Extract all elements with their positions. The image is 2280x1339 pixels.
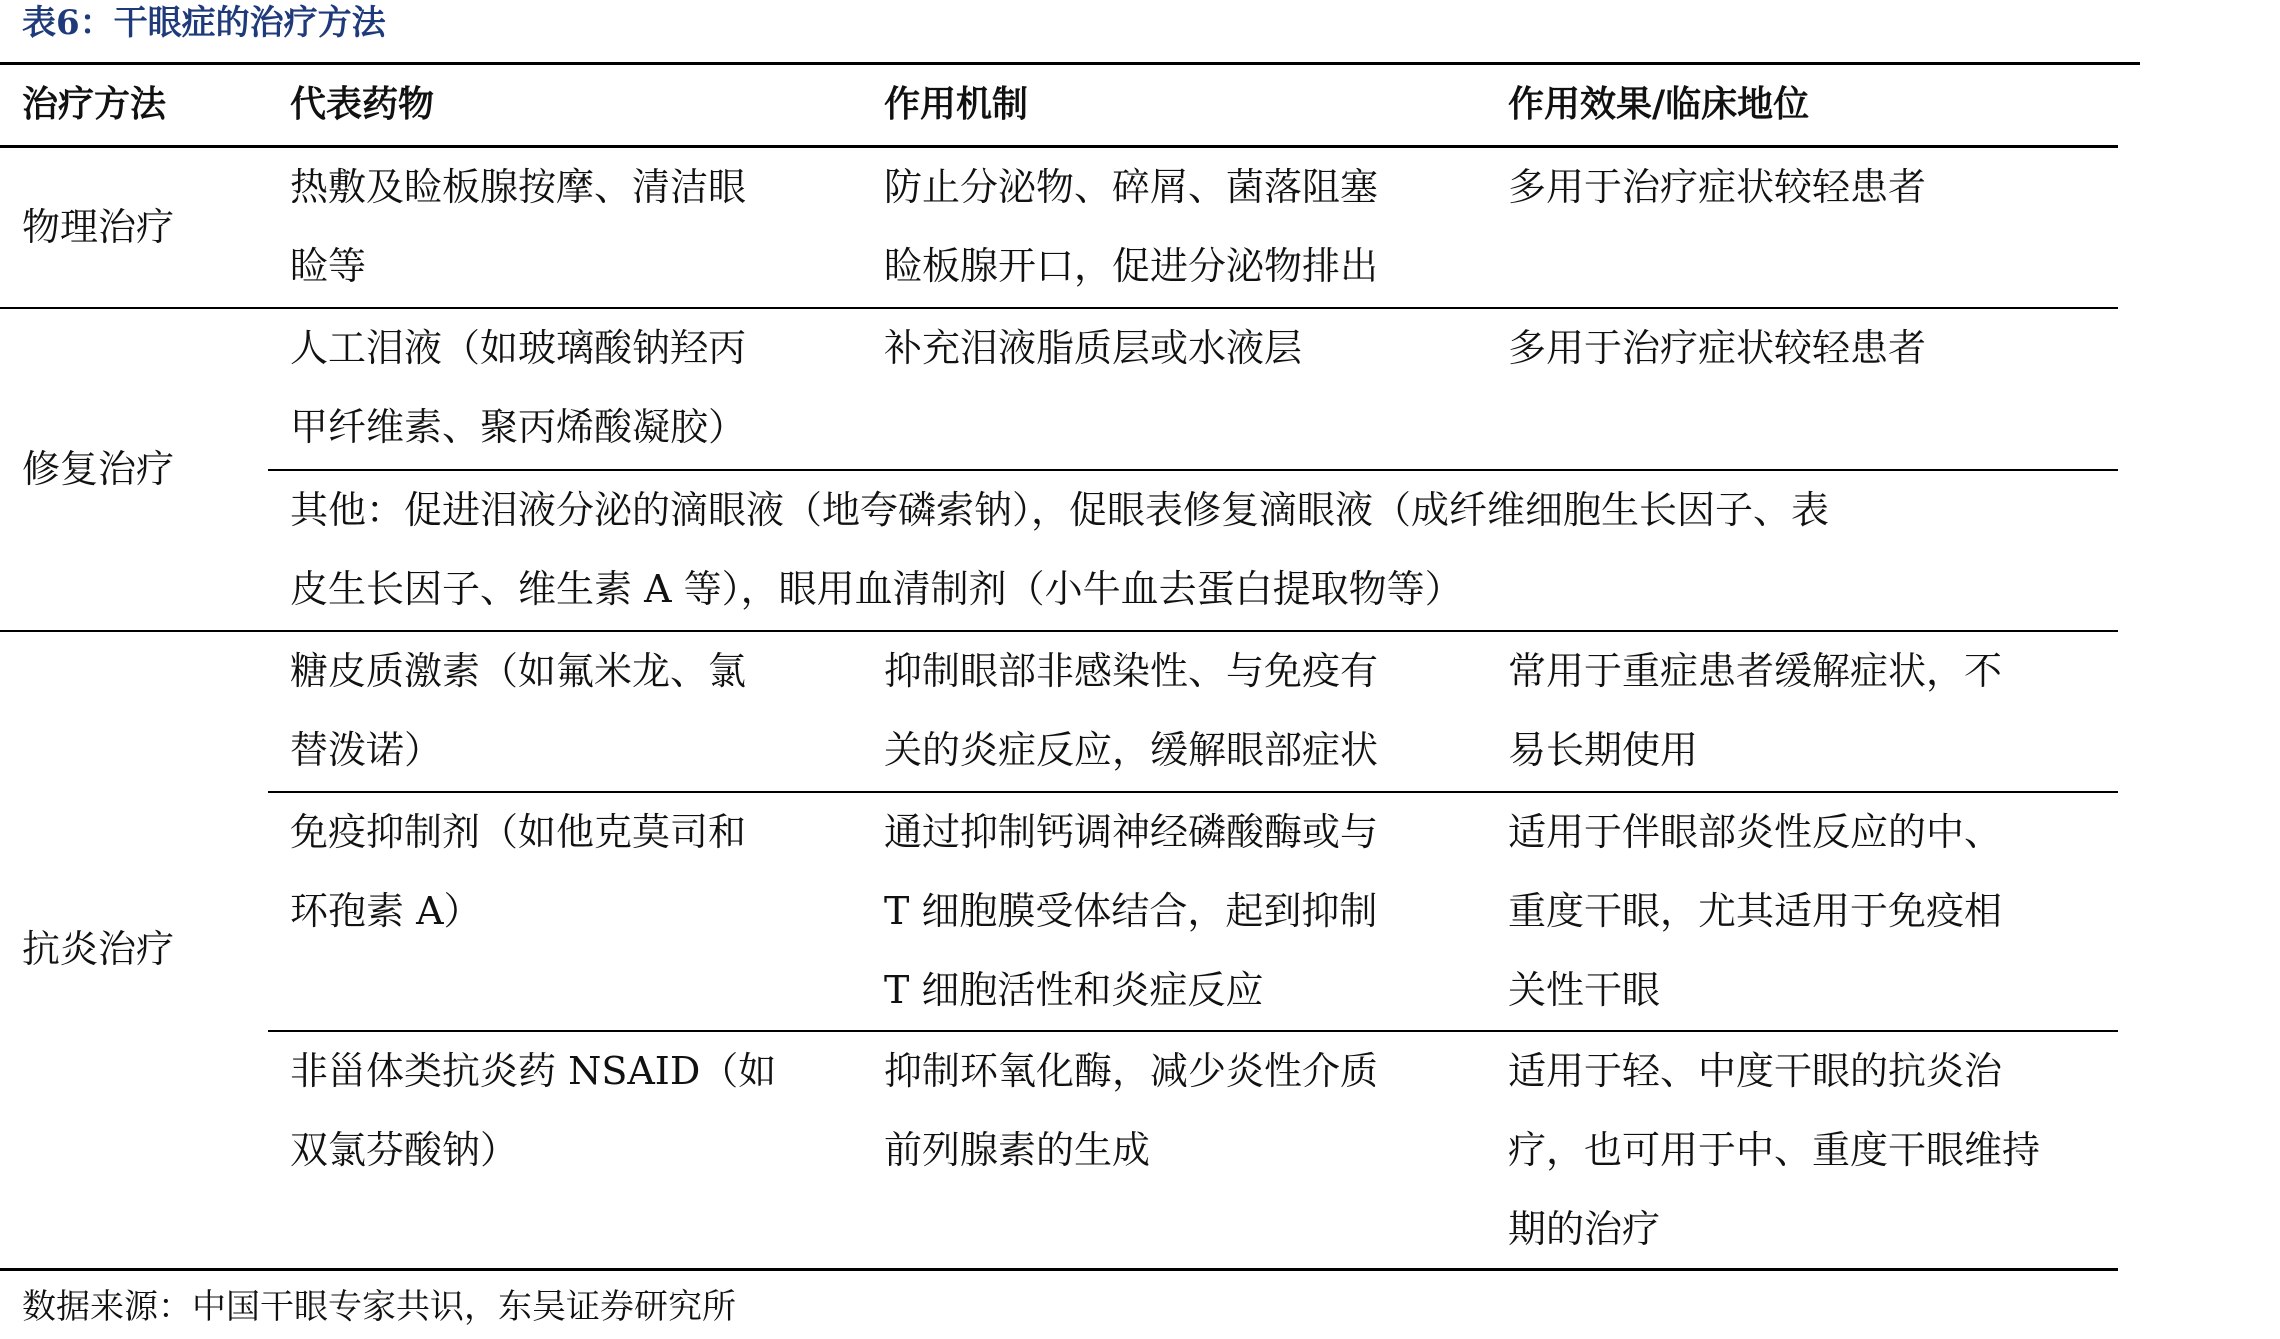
effect-line: 重度干眼，尤其适用于免疫相 bbox=[1508, 889, 2003, 933]
drug-line: 免疫抑制剂（如他克莫司和 bbox=[290, 810, 747, 854]
mechanism-line: 防止分泌物、碎屑、菌落阻塞 bbox=[884, 165, 1379, 209]
other-drugs-cell bbox=[290, 471, 1829, 629]
effect-line: 期的治疗 bbox=[1508, 1207, 1661, 1251]
table-title: 表6：干眼症的治疗方法 bbox=[22, 3, 386, 43]
other-line: 皮生长因子、维生素 A 等），眼用血清制剂（小牛血去蛋白提取物等） bbox=[290, 567, 1463, 611]
drug-line: 双氯芬酸钠） bbox=[290, 1128, 519, 1172]
drug-cell bbox=[290, 793, 746, 951]
method-cell: 物理治疗 bbox=[22, 205, 175, 249]
mechanism-cell bbox=[884, 793, 1378, 1030]
drug-cell bbox=[290, 1032, 776, 1190]
effect-line: 易长期使用 bbox=[1508, 728, 1699, 772]
drug-line: 睑等 bbox=[290, 244, 367, 288]
mechanism-line: 睑板腺开口，促进分泌物排出 bbox=[884, 244, 1379, 288]
mechanism-cell bbox=[884, 632, 1378, 790]
mechanism-line: 补充泪液脂质层或水液层 bbox=[884, 326, 1303, 370]
drug-cell bbox=[290, 632, 746, 790]
drug-line: 热敷及睑板腺按摩、清洁眼 bbox=[290, 165, 747, 209]
effect-line: 关性干眼 bbox=[1508, 968, 1661, 1012]
drug-line: 环孢素 A） bbox=[290, 889, 482, 933]
header-drug: 代表药物 bbox=[290, 83, 435, 125]
effect-cell bbox=[1508, 148, 1926, 227]
effect-cell bbox=[1508, 1032, 2040, 1269]
mechanism-cell bbox=[884, 309, 1302, 388]
effect-line: 常用于重症患者缓解症状，不 bbox=[1508, 649, 2003, 693]
effect-line: 多用于治疗症状较轻患者 bbox=[1508, 326, 1927, 370]
effect-cell bbox=[1508, 632, 2002, 790]
mechanism-cell bbox=[884, 148, 1378, 306]
drug-line: 非甾体类抗炎药 NSAID（如 bbox=[290, 1049, 777, 1093]
header-effect: 作用效果/临床地位 bbox=[1508, 83, 1810, 125]
drug-cell bbox=[290, 148, 746, 306]
drug-cell bbox=[290, 309, 746, 467]
effect-cell bbox=[1508, 793, 2002, 1030]
drug-line: 糖皮质激素（如氟米龙、氯 bbox=[290, 649, 747, 693]
effect-line: 适用于伴眼部炎性反应的中、 bbox=[1508, 810, 2003, 854]
effect-line: 适用于轻、中度干眼的抗炎治 bbox=[1508, 1049, 2003, 1093]
source-note: 数据来源：中国干眼专家共识，东吴证券研究所 bbox=[22, 1287, 736, 1327]
effect-cell bbox=[1508, 309, 1926, 388]
effect-line: 多用于治疗症状较轻患者 bbox=[1508, 165, 1927, 209]
mechanism-line: 抑制眼部非感染性、与免疫有 bbox=[884, 649, 1379, 693]
mechanism-line: 通过抑制钙调神经磷酸酶或与 bbox=[884, 810, 1379, 854]
mechanism-line: 关的炎症反应，缓解眼部症状 bbox=[884, 728, 1379, 772]
header-mechanism: 作用机制 bbox=[884, 83, 1029, 125]
drug-line: 替泼诺） bbox=[290, 728, 443, 772]
mechanism-line: T 细胞膜受体结合，起到抑制 bbox=[884, 889, 1378, 933]
drug-line: 甲纤维素、聚丙烯酸凝胶） bbox=[290, 405, 747, 449]
other-line: 其他：促进泪液分泌的滴眼液（地夸磷索钠），促眼表修复滴眼液（成纤维细胞生长因子、表 bbox=[290, 488, 1830, 532]
effect-line: 疗，也可用于中、重度干眼维持 bbox=[1508, 1128, 2041, 1172]
mechanism-line: 抑制环氧化酶，减少炎性介质 bbox=[884, 1049, 1379, 1093]
header-method: 治疗方法 bbox=[22, 83, 167, 125]
method-cell: 修复治疗 bbox=[22, 447, 175, 491]
mechanism-line: 前列腺素的生成 bbox=[884, 1128, 1151, 1172]
mechanism-line: T 细胞活性和炎症反应 bbox=[884, 968, 1264, 1012]
drug-line: 人工泪液（如玻璃酸钠羟丙 bbox=[290, 326, 747, 370]
mechanism-cell bbox=[884, 1032, 1378, 1190]
method-cell: 抗炎治疗 bbox=[22, 927, 175, 971]
